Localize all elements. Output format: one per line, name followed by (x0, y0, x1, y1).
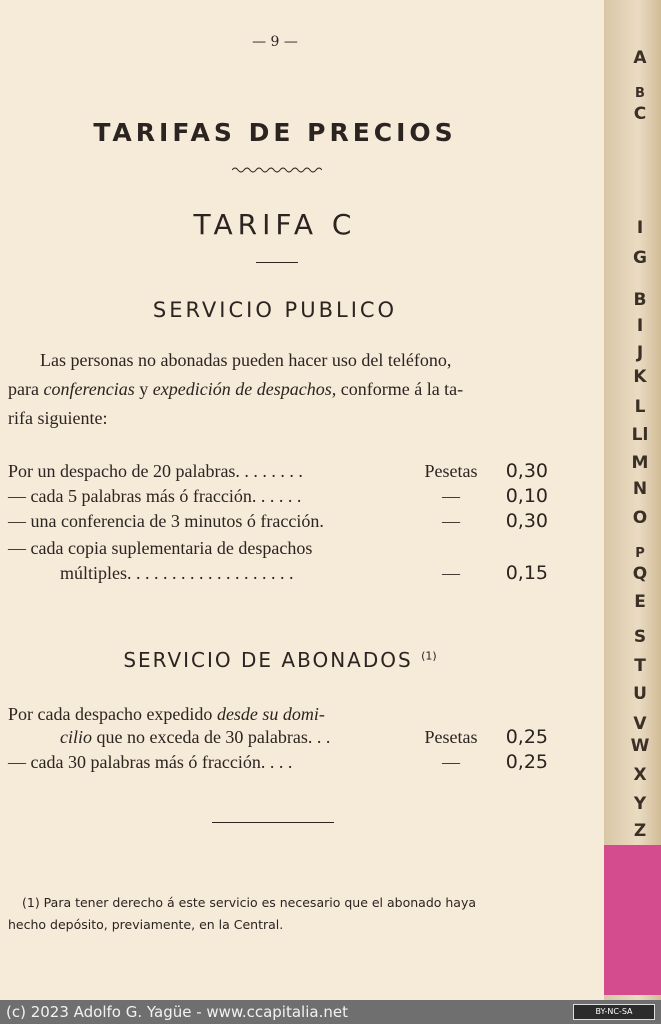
divider-rule (256, 262, 298, 263)
index-tab[interactable]: S (633, 627, 647, 647)
index-tab[interactable]: Z (633, 821, 647, 841)
price-row (8, 536, 548, 561)
intro-paragraph (8, 346, 548, 433)
page-number: — 9 — (252, 34, 298, 50)
index-tab[interactable]: X (633, 765, 647, 785)
index-tab[interactable]: T (634, 656, 646, 676)
license-badge: BY-NC-SA (573, 1004, 655, 1020)
price-row-desc: múltiples. . . . . . . . . . . . . . . . . . . (60, 563, 294, 583)
intro-italic: expedición de despachos, (152, 379, 337, 399)
index-tab[interactable]: K (633, 367, 647, 387)
wave-divider (232, 166, 322, 174)
index-tab[interactable]: A (633, 48, 647, 68)
price-row (8, 750, 548, 775)
intro-line: Las personas no abonadas pueden hacer uso del teléfono, (40, 350, 452, 370)
footnote-line: (1) Para tener derecho á este servicio es necesario que el abonado haya (22, 895, 477, 910)
price-row-desc (8, 702, 325, 727)
pink-tab (604, 845, 661, 995)
index-tab[interactable]: U (633, 684, 647, 704)
index-tab[interactable]: V (633, 714, 647, 734)
intro-italic: conferencias (43, 379, 135, 399)
index-tab[interactable]: I (636, 218, 644, 238)
footnote-ref: (1) (421, 649, 437, 663)
index-tab[interactable]: Q (632, 564, 648, 584)
price-row-desc: — cada copia suplementaria de despachos (8, 538, 313, 558)
index-tab[interactable]: N (632, 479, 648, 499)
price-row-italic: desde su domi- (216, 704, 325, 724)
price-row (8, 509, 548, 534)
footnote (8, 892, 553, 936)
price-row-price: 0,30 (505, 460, 548, 482)
price-row-text: Por cada despacho expedido (8, 704, 217, 724)
price-row-desc: — una conferencia de 3 minutos ó fracción. (8, 511, 324, 531)
price-row-unit: — (442, 752, 460, 772)
price-row-unit: — (442, 511, 460, 531)
section1-title: SERVICIO PUBLICO (152, 298, 398, 322)
price-row-desc: Por un despacho de 20 palabras. . . . . . . . (8, 461, 303, 481)
price-row-price: 0,15 (505, 562, 548, 584)
index-tab[interactable]: L (634, 397, 646, 417)
price-row (8, 459, 548, 484)
price-row-price: 0,25 (505, 751, 548, 773)
price-row-unit: Pesetas (424, 727, 478, 747)
footer-bar (0, 1000, 661, 1024)
price-row-desc (60, 725, 330, 750)
index-tab[interactable]: B (633, 290, 647, 310)
intro-line: rifa siguiente: (8, 408, 108, 428)
price-row-price: 0,30 (505, 510, 548, 532)
index-tab[interactable]: Y (633, 794, 647, 814)
price-row (8, 702, 548, 727)
intro-text: y (134, 379, 153, 399)
index-tab[interactable]: G (633, 248, 647, 268)
intro-line (8, 375, 548, 404)
index-tab[interactable]: P (635, 546, 645, 561)
price-row-price: 0,25 (505, 726, 548, 748)
section2-title-text: SERVICIO DE ABONADOS (123, 648, 413, 672)
copyright-credit: (c) 2023 Adolfo G. Yagüe - www.ccapitalia.net (6, 1003, 348, 1021)
index-tab[interactable]: J (636, 343, 644, 363)
index-tab[interactable]: M (631, 453, 649, 473)
index-tab[interactable]: C (633, 104, 647, 124)
price-row (8, 484, 548, 509)
tariff-heading: TARIFA C (193, 208, 357, 241)
index-tab[interactable]: Ll (631, 425, 649, 445)
price-row-unit: — (442, 486, 460, 506)
intro-text: para (8, 379, 44, 399)
intro-text: conforme á la ta- (336, 379, 464, 399)
main-heading: TARIFAS DE PRECIOS (93, 118, 457, 147)
index-tab[interactable]: W (630, 736, 650, 756)
price-row (8, 725, 548, 750)
index-tab[interactable]: O (632, 508, 648, 528)
index-tab[interactable]: B (635, 86, 645, 101)
index-tab[interactable]: E (634, 592, 646, 612)
price-row-unit: — (442, 563, 460, 583)
price-row-italic: cilio (60, 727, 92, 747)
price-row-desc: — cada 30 palabras más ó fracción. . . . (8, 752, 293, 772)
price-row-text: que no exceda de 30 palabras. . . (92, 727, 331, 747)
index-tab[interactable]: I (636, 316, 644, 336)
divider-rule (212, 822, 334, 823)
price-row-price: 0,10 (505, 485, 548, 507)
footnote-line: hecho depósito, previamente, en la Central. (8, 917, 284, 932)
price-row-desc: — cada 5 palabras más ó fracción. . . . . . (8, 486, 302, 506)
price-row-unit: Pesetas (424, 461, 478, 481)
price-row (8, 561, 548, 586)
section2-title (0, 648, 560, 672)
